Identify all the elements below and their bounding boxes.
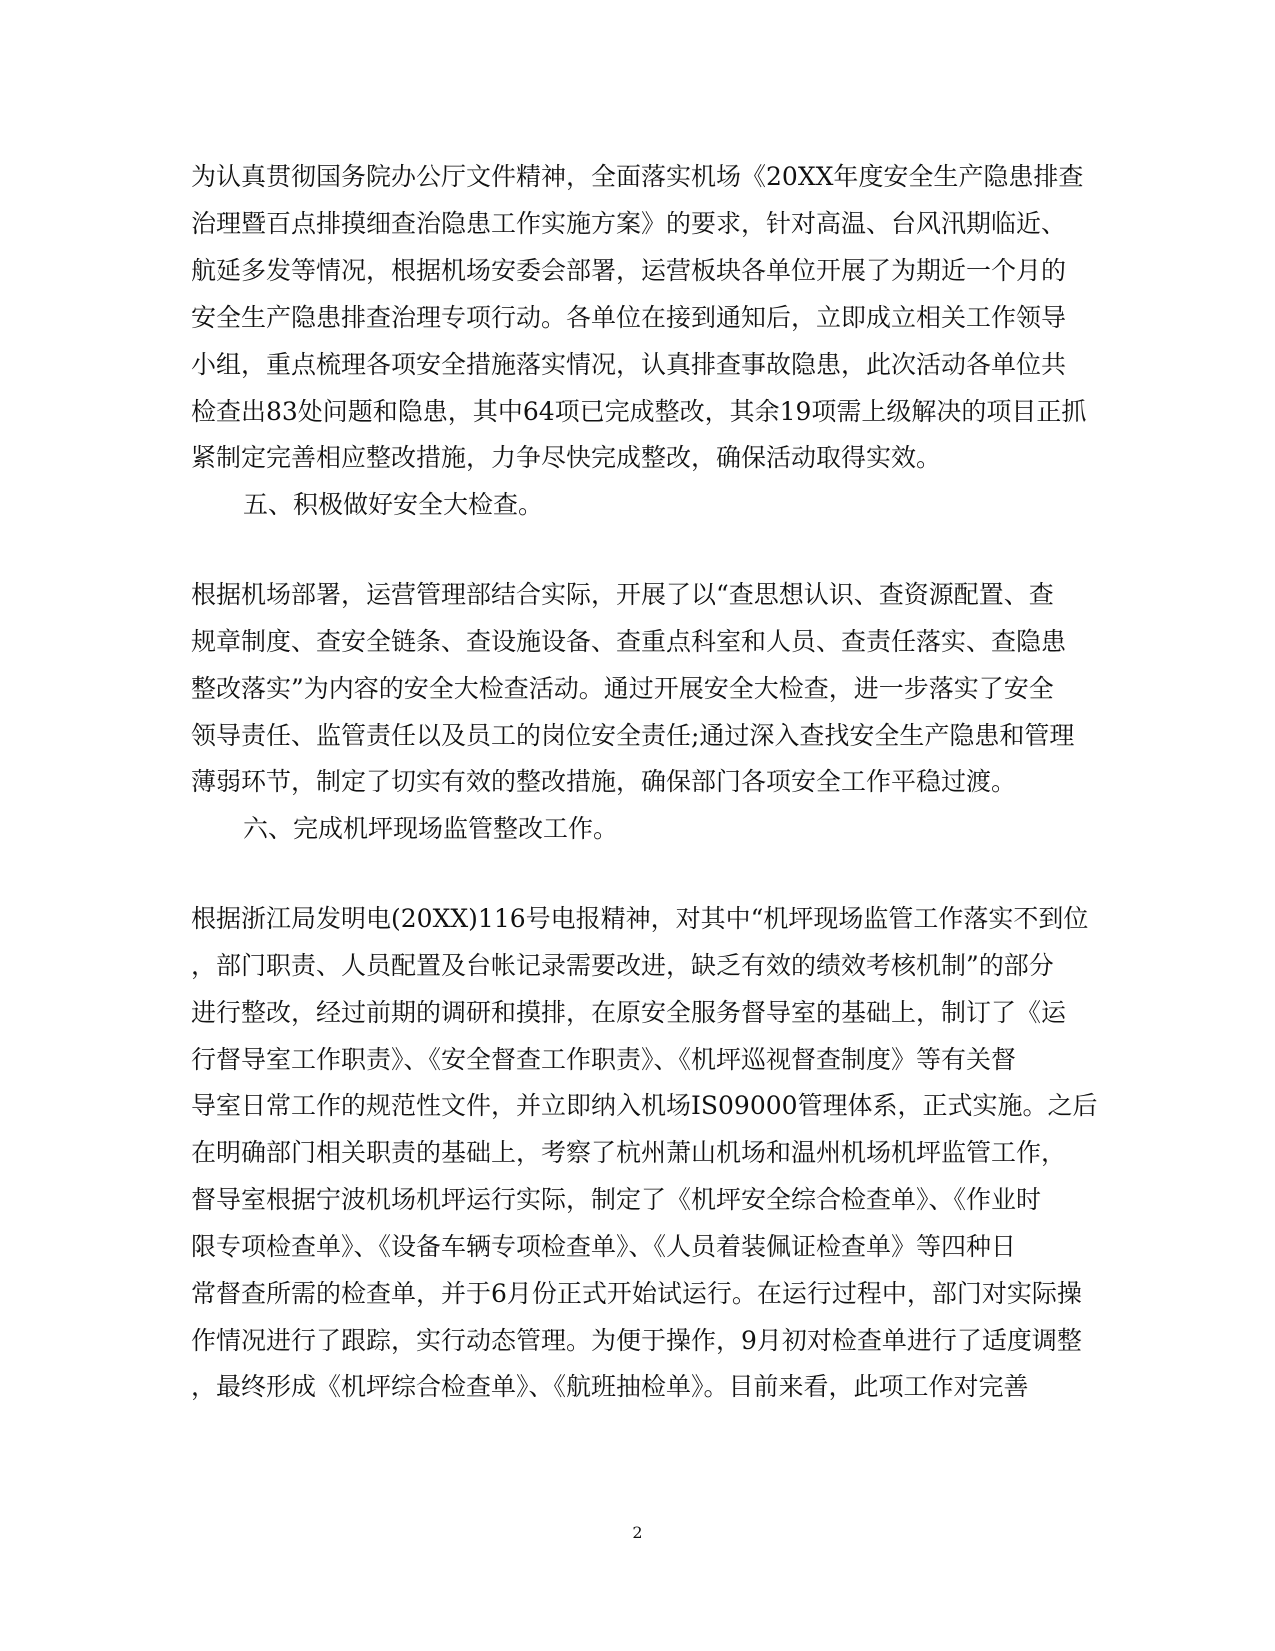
paragraph-line: 进行整改，经过前期的调研和摸排，在原安全服务督导室的基础上，制订了《运 — [191, 998, 1067, 1027]
paragraph-line: ，最终形成《机坪综合检查单》、《航班抽检单》。目前来看，此项工作对完善 — [191, 1372, 1029, 1401]
paragraph-line: ，部门职责、人员配置及台帐记录需要改进，缺乏有效的绩效考核机制”的部分 — [191, 951, 1054, 980]
paragraph-line: 整改落实”为内容的安全大检查活动。通过开展安全大检查，进一步落实了安全 — [191, 674, 1054, 703]
page-number: 2 — [632, 1523, 643, 1542]
paragraph-line: 根据机场部署，运营管理部结合实际，开展了以“查思想认识、查资源配置、查 — [191, 580, 1054, 609]
paragraph-line: 在明确部门相关职责的基础上，考察了杭州萧山机场和温州机场机坪监管工作， — [191, 1138, 1067, 1167]
paragraph-line: 作情况进行了跟踪，实行动态管理。为便于操作，9月初对检查单进行了适度调整 — [191, 1326, 1082, 1355]
paragraph-line: 航延多发等情况，根据机场安委会部署，运营板块各单位开展了为期近一个月的 — [191, 256, 1067, 285]
section-heading: 五、积极做好安全大检查。 — [243, 490, 544, 519]
paragraph-line: 小组，重点梳理各项安全措施落实情况，认真排查事故隐患，此次活动各单位共 — [191, 350, 1067, 379]
paragraph-line: 限专项检查单》、《设备车辆专项检查单》、《人员着装佩证检查单》等四种日 — [191, 1232, 1017, 1261]
paragraph-line: 根据浙江局发明电(20XX)116号电报精神，对其中“机坪现场监管工作落实不到位 — [191, 904, 1089, 933]
section-heading: 六、完成机坪现场监管整改工作。 — [243, 814, 619, 843]
paragraph-line: 安全生产隐患排查治理专项行动。各单位在接到通知后，立即成立相关工作领导 — [191, 303, 1067, 332]
paragraph-line: 规章制度、查安全链条、查设施设备、查重点科室和人员、查责任落实、查隐患 — [191, 627, 1067, 656]
paragraph-line: 治理暨百点排摸细查治隐患工作实施方案》的要求，针对高温、台风汛期临近、 — [191, 209, 1067, 238]
paragraph-line: 常督查所需的检查单，并于6月份正式开始试运行。在运行过程中，部门对实际操 — [191, 1279, 1082, 1308]
paragraph-line: 领导责任、监管责任以及员工的岗位安全责任;通过深入查找安全生产隐患和管理 — [191, 721, 1075, 750]
paragraph-line: 行督导室工作职责》、《安全督查工作职责》、《机坪巡视督查制度》等有关督 — [191, 1045, 1017, 1074]
paragraph-line: 薄弱环节，制定了切实有效的整改措施，确保部门各项安全工作平稳过渡。 — [191, 767, 1017, 796]
paragraph-line: 督导室根据宁波机场机坪运行实际，制定了《机坪安全综合检查单》、《作业时 — [191, 1185, 1042, 1214]
paragraph-line: 检查出83处问题和隐患，其中64项已完成整改，其余19项需上级解决的项目正抓 — [191, 397, 1087, 426]
paragraph-line: 为认真贯彻国务院办公厅文件精神，全面落实机场《20XX年度安全生产隐患排查 — [191, 162, 1084, 191]
paragraph-line: 导室日常工作的规范性文件，并立即纳入机场IS09000管理体系，正式实施。之后 — [191, 1091, 1098, 1120]
paragraph-line: 紧制定完善相应整改措施，力争尽快完成整改，确保活动取得实效。 — [191, 443, 942, 472]
